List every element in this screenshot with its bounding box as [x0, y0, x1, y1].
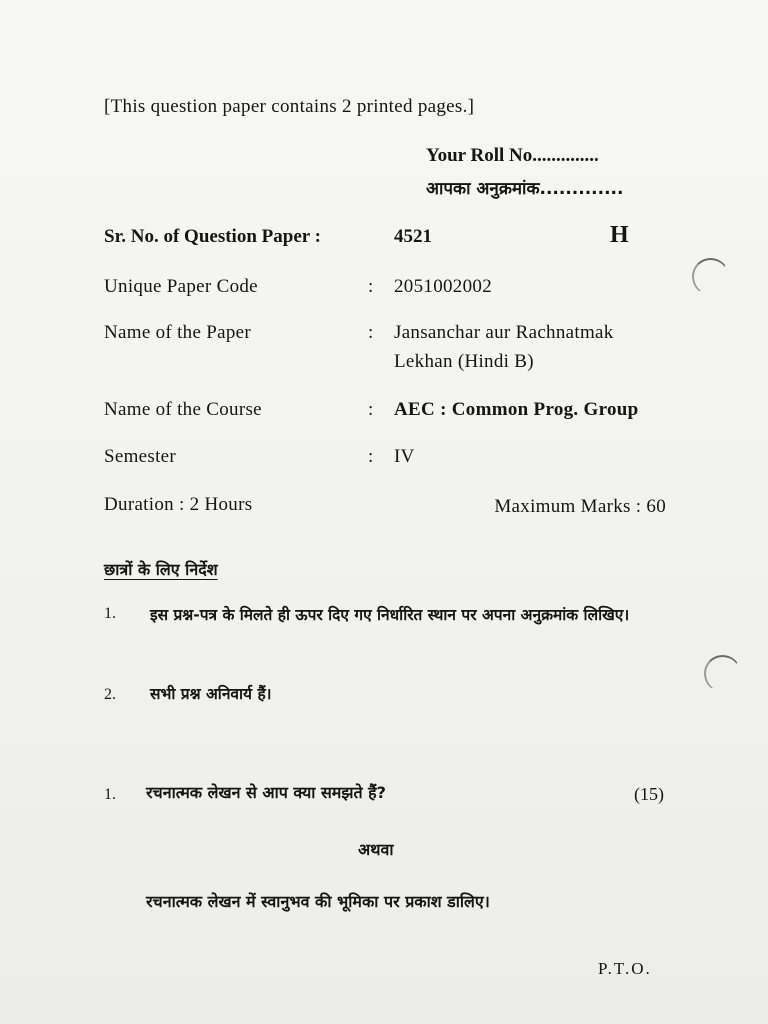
instruction-number: 2. — [104, 686, 116, 703]
course-name-label: Name of the Course — [104, 399, 262, 420]
question-text: रचनात्मक लेखन से आप क्या समझते हैं? — [146, 783, 386, 802]
page-count-note: [This question paper contains 2 printed pages.] — [104, 96, 475, 117]
semester-colon: : — [368, 446, 374, 467]
please-turn-over: P.T.O. — [598, 959, 652, 978]
serial-number-label: Sr. No. of Question Paper : — [104, 226, 321, 247]
instructions-heading: छात्रों के लिए निर्देश — [104, 560, 218, 579]
maximum-marks-text: Maximum Marks : 60 — [494, 496, 666, 517]
punch-hole-mark — [704, 655, 741, 692]
instruction-text: इस प्रश्न-पत्र के मिलते ही ऊपर दिए गए निर्धारित स्थान पर अपना अनुक्रमांक लिखिए। — [150, 606, 630, 624]
paper-code-colon: : — [368, 276, 374, 297]
duration-text: Duration : 2 Hours — [104, 494, 253, 515]
paper-name-value-line1: Jansanchar aur Rachnatmak — [394, 322, 614, 343]
paper-name-colon: : — [368, 322, 374, 343]
semester-label: Semester — [104, 446, 177, 467]
roll-number-label-english: Your Roll No.............. — [426, 145, 599, 166]
paper-series-letter: H — [610, 222, 629, 248]
question-marks: (15) — [634, 784, 664, 804]
paper-name-value-line2: Lekhan (Hindi B) — [394, 351, 534, 372]
course-name-colon: : — [368, 399, 374, 420]
roll-number-label-hindi: आपका अनुक्रमांक............. — [426, 179, 624, 199]
paper-code-value: 2051002002 — [394, 276, 492, 297]
course-name-value: AEC : Common Prog. Group — [394, 399, 639, 420]
or-separator: अथवा — [358, 840, 394, 859]
punch-hole-mark — [692, 258, 729, 295]
instruction-number: 1. — [104, 605, 116, 622]
question-number: 1. — [104, 786, 116, 803]
alternate-question-text: रचनात्मक लेखन में स्वानुभव की भूमिका पर प्रकाश डालिए। — [146, 892, 490, 911]
semester-value: IV — [394, 446, 415, 467]
serial-number-value: 4521 — [394, 226, 432, 247]
instruction-text: सभी प्रश्न अनिवार्य हैं। — [150, 685, 272, 703]
paper-code-label: Unique Paper Code — [104, 276, 258, 297]
paper-name-label: Name of the Paper — [104, 322, 252, 343]
